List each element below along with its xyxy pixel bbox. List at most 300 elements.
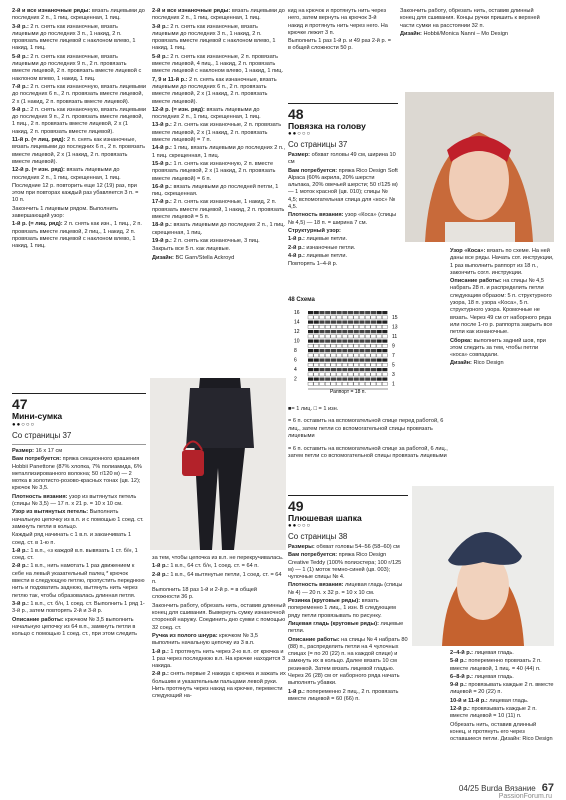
chart-cell [314,354,319,357]
chart-cell [354,344,359,347]
chart-cell [348,354,353,357]
chart-cell [348,325,353,328]
chart-cell [319,340,324,343]
paragraph: = 6 п. оставить на вспомогательной спице за работой, 6 лиц., затем петли со вспомогательной спицы провязать лицевыми [288,445,448,460]
chart-cell [377,316,382,319]
chart-cell [354,359,359,362]
chart-cell [354,311,359,314]
paragraph: Закончить 1 лицевым рядом. Выполнить завершающий узор: [12,205,119,220]
chart-cell [342,359,347,362]
chart-cell [348,363,353,366]
chart-cell [319,378,324,381]
chart-cell [319,316,324,319]
chart-cell [359,316,364,319]
paragraph: Плотность вязания: узор «Коса» (спицы № 4,5) — 18 п. = ширина 7 см. [288,212,397,226]
chart-cell [359,330,364,333]
chart-cell [377,344,382,347]
paragraph: ■= 1 лиц. □ = 1 изн. [288,405,339,412]
chart-cell [337,359,342,362]
paragraph: Вам потребуется: пряжа Rico Design Soft Alpaca (60% акрила, 20% шерсти альпака, 20% овечьей шерсти; 50 г/125 м) — 1 моток красной (цв. 010); спицы № 4,5; вспомогательная спица для «кос» № 4,5. [288,167,398,211]
chart-cell [319,373,324,376]
paragraph: 2-й и все изнаночные ряды: вязать лицевыми до последних 2 п., 1 пиц. скрещенная, 1 пиц. [152,8,285,22]
chart-cell [319,330,324,333]
chart-cell [337,373,342,376]
chart-cell [337,354,342,357]
chart-cell [354,373,359,376]
chart-cell [337,344,342,347]
chart-cell [348,340,353,343]
paragraph: Закрыть все 5 п. как лицевые. [152,246,231,253]
bag-model-photo [150,378,286,550]
chart-cell [331,340,336,343]
chart-cell [348,311,353,314]
paragraph: Узор из вытянутых петель: Выполнить начальную цепочку из в.п. и с помощью 1 соед. ст. замкнуть петли в кольцо. [12,509,144,530]
chart-cell [382,321,387,324]
col2-top-text [152,8,286,373]
chart-cell [308,340,313,343]
chart-cell [325,373,330,376]
chart-cell [359,354,364,357]
chart-cell [331,378,336,381]
paragraph: Размеры: обхват головы 54–56 (58–60) см [288,544,400,550]
chart-cell [371,378,376,381]
chart-cell [314,368,319,371]
chart-cell [319,325,324,328]
chart-cell [308,311,313,314]
chart-cell [348,335,353,338]
chart-cell [325,321,330,324]
paragraph: 1-й р.: лицевые петли. [288,236,348,243]
paragraph: Описание работы: крючком № 3,5 выполнить начальную цепочку из 64 в.п., замкнуть петли в кольцо с помощью 1 соед. ст., при этом следить [12,616,138,638]
chart-cell [314,311,319,314]
paragraph: Плотность вязания: лицевая гладь (спицы № 4) — 20 п. x 32 р. = 10 x 10 см. [288,582,403,596]
chart-cell [331,349,336,352]
difficulty-47: ●●○○○ [12,422,36,428]
chart-cell [371,335,376,338]
chart-cell [331,344,336,347]
chart-cell [342,363,347,366]
row-label: 3 [392,372,395,378]
chart-cell [354,382,359,385]
chart-cell [331,321,336,324]
chart-cell [314,349,319,352]
chart-cell [331,363,336,366]
watermark: PassionForum.ru [498,793,552,800]
row-label: 4 [294,367,297,373]
chart-cell [365,344,370,347]
paragraph: Описание работы: на спицы № 4,5 набрать 28 п. и распределить петли следующим образом: 5 п. структурного узора, 18 п. узора «Коса», 5 п. структурного узора. Кромочные не вязать. Через 49 см от наборного ряда или после 1-го р. раппорта закрыть все петли как изнаночные. [450,278,553,336]
chart-cell [377,373,382,376]
paragraph: Последние 12 р. повторить еще 12 (19) раз, при этом при повторах каждый раз убавляется 3 п. = 10 п. [12,182,139,204]
chart-cell [325,382,330,385]
chart-cell [371,340,376,343]
row-label: 8 [294,348,297,354]
chart-cell [371,321,376,324]
chart-cell [377,354,382,357]
headband-model-photo [405,92,554,242]
rapport-label: Раппорт = 18 п. [330,389,366,395]
chart-cell [331,382,336,385]
issue-label: 04/25 Burda Вязание [458,784,536,793]
chart-cell [377,368,382,371]
chart-cell [308,349,313,352]
chart-cell [337,368,342,371]
paragraph: Размер: 16 x 17 см [12,448,63,454]
chart-cell [337,316,342,319]
chart-cell [371,363,376,366]
chart-cell [377,311,382,314]
paragraph: 9-й р.: 2 п. снять как изнаночную, вязать лицевыми до последних 9 п., 2 п. провязать вместе лицевой, 1 пиц., 2 п. провязать вместе лицевой, 2 х (1 накид, 2 п. провязать вместе лицевой). [12,106,146,135]
paragraph: Структурный узор: [288,227,341,234]
paragraph: 9-й р.: провязывать каждые 2 п. вместе лицевой = 20 (22) п. [450,682,554,696]
chart-cell [382,325,387,328]
paragraph: Дизайн: Hobbii/Monica Nanni – Mo Design [400,30,509,37]
chart-cell [371,382,376,385]
chart-cell [348,373,353,376]
chart-cell [354,363,359,366]
chart-cell [325,325,330,328]
paragraph: 2-й р.: 1 в.п., 64 вытянутые петли, 1 соед. ст. = 64 п. [152,571,282,585]
paragraph: за тем, чтобы цепочка из в.п. не перекручивалась. [152,555,284,561]
knitting-chart [288,305,408,395]
chart-cell [359,335,364,338]
chart-cell [319,359,324,362]
chart-cell [359,325,364,328]
paragraph: Размер: обхват головы 49 см, ширина 10 см [288,152,396,166]
chart-cell [325,340,330,343]
chart-cell [354,316,359,319]
paragraph: = 6 п. оставить на вспомогательной спице перед работой, 6 лиц., затем петли со вспомогательной спицы провязать лицевыми [288,418,444,440]
chart-cell [382,330,387,333]
paragraph: 12-й р.: провязывать каждые 2 п. вместе лицевой = 10 (11) п. [450,706,537,720]
paragraph: Дизайн: BC Garn/Stella Ackroyd [152,254,235,261]
chart-cell [342,354,347,357]
chart-cell [365,363,370,366]
chart-cell [342,349,347,352]
paragraph: 7, 9 и 11-й р.: 2 п. снять как изнаночные, вязать лицевыми до последних 6 п., 2 п. провязать вместе лицевой, 2 х (1 накид, 2 п. провязать вместе лицевой). [152,76,277,105]
chart-cell [308,373,313,376]
chart-cell [354,354,359,357]
chart-cell [319,349,324,352]
chart-cell [377,378,382,381]
page-number: 67 [541,782,554,794]
chart-cell [342,373,347,376]
chart-cell [314,335,319,338]
chart-cell [382,349,387,352]
chart-cell [371,325,376,328]
chart-cell [308,316,313,319]
row-label: 1 [392,381,395,388]
chart-cell [382,378,387,381]
chart-cell [314,330,319,333]
chart-cell [325,330,330,333]
row-label: 5 [392,362,395,369]
chart-cell [331,373,336,376]
chart-cell [348,344,353,347]
chart-cell [314,382,319,385]
chart-cell [337,311,342,314]
row-label: 16 [294,310,300,316]
chart-cell [382,359,387,362]
chart-cell [337,330,342,333]
row-label: 9 [392,343,395,350]
chart-cell [342,382,347,385]
pattern-47-title: Мини-сумка [12,411,63,421]
chart-cell [325,359,330,362]
chart-cell [365,321,370,324]
chart-cell [359,321,364,324]
paragraph: Ручка из полого шнура: крючком № 3,5 выполнить начальную цепочку из 3 в.п. [152,632,259,647]
divider-48 [288,103,398,104]
chart-cell [354,325,359,328]
chart-cell [337,378,342,381]
chart-cell [382,363,387,366]
paragraph: 2–4-й р.: лицевая гладь. [450,650,514,656]
chart-cell [365,311,370,314]
chart-cell [371,349,376,352]
chart-cell [365,382,370,385]
chart-cell [325,368,330,371]
hat-model-photo [412,486,554,646]
paragraph: 5-й р.: попеременно провязать 2 п. вместе лицевой, 1 пиц. = 40 (44) п. [450,658,542,672]
paragraph: 7-й р.: 2 п. снять как изнаночную, вязать лицевыми до последних 6 п., 2 п. провязать вместе лицевой, 2 х (1 накид, 2 п. провязать вместе лицевой). [12,83,146,105]
chart-cell [331,354,336,357]
chart-cell [377,321,382,324]
paragraph: 15-й р.: 1 п. снять как изнаночную, 2 п. вместе провязать лицевой, 2 х (1 накид, 2 п. провязать вместе лицевой) = 6 п. [152,160,276,182]
chart-cell [359,368,364,371]
chart-cell [382,368,387,371]
chart-cell [337,349,342,352]
chart-cell [359,311,364,314]
chart-cell [359,373,364,376]
chart-cell [382,316,387,319]
row-label: 11 [392,334,398,340]
paragraph: 1-й р.: 1 в.п., «з каждой в.п. вывязать 1 ст. б/н, 1 соед. ст. [12,547,138,562]
chart-cell [337,340,342,343]
paragraph: 2-й р.: снять первые 2 накида с крючка и зажать их большим и указательным пальцами левой руки. Нить протянуть через накид на крючке, перевести следующий на- [152,671,286,700]
row-label: 15 [392,315,398,321]
col1-top-text [12,8,146,390]
row-label: 13 [392,324,398,331]
chart-cell [348,382,353,385]
chart-cell [354,349,359,352]
chart-cell [377,325,382,328]
chart-cell [382,354,387,357]
chart-cell [371,311,376,314]
paragraph: Выполнить 18 раз 1-й и 2-й р. = в общей сложности 36 р. [152,587,257,601]
paragraph: 1-й р.: 1 в.п., 64 ст. б/н, 1 соед. ст. = 64 п. [152,563,259,570]
paragraph: Вам потребуется: пряжа Rico Design Creative Teddy (100% полиэстера; 100 г/125 м) — 1 (1) моток темно-синей (цв. 003); чулочные спицы № 4. [288,552,402,581]
chart-cell [365,316,370,319]
chart-cell [382,340,387,343]
chart-cell [371,316,376,319]
chart-cell [382,344,387,347]
chart-cell [331,368,336,371]
chart-cell [337,335,342,338]
paragraph: Обрезать нить, оставив длинный конец, и протянуть его через оставшиеся петли. Дизайн: Rico Design [450,721,553,743]
chart-cell [314,359,319,362]
chart-cell [354,330,359,333]
chart-cell [382,373,387,376]
chart-cell [308,344,313,347]
paragraph: Закончить работу, обрезать нить, оставив длинный конец для сшивания. Вывернуть сумку изнаночной стороной наружу. Соединить дно сумки с помощью 32 соед. ст. [152,602,286,631]
pattern-47-number: 47 [12,396,28,412]
chart-cell [365,368,370,371]
paragraph: 10-й и 11-й р.: лицевая гладь. [450,697,529,704]
chart-cell [365,354,370,357]
paragraph: Закончить работу, обрезать нить, оставив длинный конец для сшивания. Концы ручки пришить к верхней части сумки на расстоянии 32 п. [400,8,540,29]
chart-cell [342,321,347,324]
chart-cell [337,321,342,324]
paragraph: 3-й р.: 2 п. снять как изнаночные, вязать лицевыми до последних 3 п., 1 накид, 2 п. провязать вместе лицевой с наклоном влево, 1 накид, 1 пиц. [12,23,136,52]
chart-cell [348,378,353,381]
chart-cell [331,311,336,314]
paragraph: 2-й р.: изнаночные петли. [288,244,356,251]
paragraph: 12-й р. (= изн. ряд): вязать лицевыми до последних 2 п., 1 пиц. скрещенная, 1 пиц. [152,106,261,121]
paragraph: 5-й р.: 2 п. снять как изнаночные, 2 п. провязать вместе лицевой, 4 пиц., 1 накид, 2 п. провязать вместе лицевой с наклоном влево, 1 накид, 1 пиц. [152,53,283,75]
chart-cell [314,321,319,324]
difficulty-48: ●●○○○ [288,131,312,137]
paragraph: 18-й р.: вязать лицевыми до последних 2 п., 1 пиц. скрещенная, 1 пиц. [152,222,286,236]
chart-cell [314,325,319,328]
chart-cell [319,368,324,371]
chart-cell [348,359,353,362]
row-label: 14 [294,319,300,326]
chart-cell [377,382,382,385]
chart-cell [377,340,382,343]
chart-cell [365,330,370,333]
diagram-title: 48 Схема [288,297,315,303]
chart-cell [314,344,319,347]
chart-cell [354,378,359,381]
difficulty-49: ●●○○○ [288,523,312,529]
chart-cell [319,354,324,357]
chart-cell [342,316,347,319]
chart-cell [331,316,336,319]
paragraph: Выполнить 1 раз 1-й р. и 49 раз 2-й р. = в общей сложности 50 р. [288,38,391,52]
chart-cell [365,325,370,328]
chart-cell [308,354,313,357]
chart-cell [365,349,370,352]
col4-middle-text [450,248,554,418]
chart-cell [314,373,319,376]
paragraph: 2-й р.: 1 в.п., нить намотать 1 раз движением к себе на левый указательный палец * крючок ввести в следующую петлю, пропустить переднюю нить и подхватить заднюю, вытянуть нить через петлю так, чтобы образовалась длинная петля. [12,563,145,599]
chart-cell [308,378,313,381]
chart-cell [308,359,313,362]
chart-cell [348,368,353,371]
chart-cell [319,363,324,366]
paragraph: 19-й р.: 2 п. снять как изнаночные, 3 пиц. [152,237,260,244]
chart-cell [359,340,364,343]
chart-cell [319,335,324,338]
row-label: 6 [294,357,297,364]
chart-cell [325,363,330,366]
chart-cell [314,378,319,381]
chart-cell [354,335,359,338]
chart-cell [342,368,347,371]
chart-cell [348,349,353,352]
chart-cell [314,316,319,319]
pattern-47-source: Со страницы 37 [12,431,72,440]
paragraph: 5-й р.: 2 п. снять как изнаночные, вязать лицевыми до последних 9 п., 2 п. провязать вместе лицевой, 2 п. провязать вместе лицевой с наклоном влево, 1 накид, 1 пиц. [12,53,142,82]
chart-cell [319,311,324,314]
paragraph: 12-й р. (= изн. ряд): вязать лицевыми до последних 2 п., 1 пиц. скрещенная, 1 пиц. [12,167,121,181]
chart-cell [382,382,387,385]
col4-top-text [400,8,548,78]
chart-cell [377,359,382,362]
row-label: 7 [392,353,395,359]
chart-cell [337,325,342,328]
chart-cell [325,316,330,319]
chart-cell [325,335,330,338]
chart-cell [377,349,382,352]
paragraph: Описание работы: на спицы № 4 набрать 80 (88) п., распределить петли на 4 чулочных спицах (= по 20 (22) п. на каждой спице) и замкнуть их в кольцо. Далее вязать 10 см резинкой. Затем вязать лицевой гладью. Через 26 (28) см от наборного ряда начать выполнять убавки. [288,636,408,687]
chart-cell [331,335,336,338]
pattern-48-source: Со страницы 37 [288,140,348,149]
divider-49 [288,495,408,496]
paragraph: 3-й р.: 2 п. снять как изнаночные, вязать лицевыми до последних 3 п., 1 накид, 2 п. провязать вместе лицевой с наклоном влево, 1 накид, 1 пиц. [152,23,276,52]
paragraph: кид на крючок и протянуть нить через него, затем вернуть на крючок 3-й накид и протянуть нить через него. На крючке лежит 3 п. [288,8,388,36]
chart-cell [308,368,313,371]
chart-cell [371,330,376,333]
chart-cell [314,340,319,343]
chart-cell [354,368,359,371]
pattern-49-number: 49 [288,498,304,514]
paragraph: 1-й р.: попеременно 2 пиц., 2 п. провязать вместе лицевой = 60 (66) п. [288,688,399,702]
pattern-48-title: Повязка на голову [288,121,366,131]
pattern-48-number: 48 [288,106,304,122]
chart-cell [325,349,330,352]
col4-bottom-text [450,650,554,780]
paragraph: 16-й р.: вязать лицевыми до последней петли, 1 пиц. скрещенная. [152,183,279,198]
chart-cell [359,344,364,347]
chart-legend [288,400,448,466]
paragraph: 1-й р.: 1 протянуть нить через 2-ю в.п. от крючка и 1 раз через последнюю в.п. На крючке находится 3 накида. [152,648,286,670]
chart-cell [354,340,359,343]
chart-cell [359,363,364,366]
chart-cell [365,335,370,338]
col1-bottom-text [12,448,146,778]
paragraph: Резинка (круговые ряды): вязать попеременно 1 лиц., 1 изн. В следующем ряду петли провязывать по рисунку. [288,598,396,619]
chart-cell [377,335,382,338]
paragraph: Плотность вязания: узор из вытянутых петель (спицы № 3,5) — 17 п. x 21 р. = 10 x 10 см. [12,493,137,508]
chart-cell [371,344,376,347]
chart-cell [319,382,324,385]
chart-cell [382,311,387,314]
chart-cell [314,363,319,366]
paragraph: Узор «Коса»: вязать по схеме. На ней даны все ряды. Начать сот. инструкции, 1 раз выполнить раппорт из 18 п., закончить согл. инструкции. [450,248,554,276]
chart-cell [359,359,364,362]
chart-cell [359,378,364,381]
chart-cell [348,330,353,333]
chart-cell [325,344,330,347]
chart-cell [342,330,347,333]
chart-cell [308,335,313,338]
chart-cell [365,378,370,381]
paragraph: Каждый ряд начинать с 1 в.п. и заканчивать 1 соед. ст. в 1-ю п. [12,532,132,546]
paragraph: 17-й р.: 2 п. снять как изнаночные, 1 накид, 2 п. провязать вместе лицевой, 1 накид, 2 п. провязать вместе лицевой = 5 п. [152,199,285,221]
chart-cell [342,378,347,381]
pattern-49-text [288,544,408,776]
chart-cell [382,335,387,338]
col3-top-text [288,8,392,78]
divider-47 [12,393,146,394]
chart-cell [319,321,324,324]
pattern-49-title: Плюшевая шапка [288,513,362,523]
divider-47b [12,444,146,445]
paragraph: Сборка: выполнить задний шов, при этом следить за тем, чтобы петли «коса» совпадали. [450,337,546,359]
row-label: 10 [294,338,300,345]
